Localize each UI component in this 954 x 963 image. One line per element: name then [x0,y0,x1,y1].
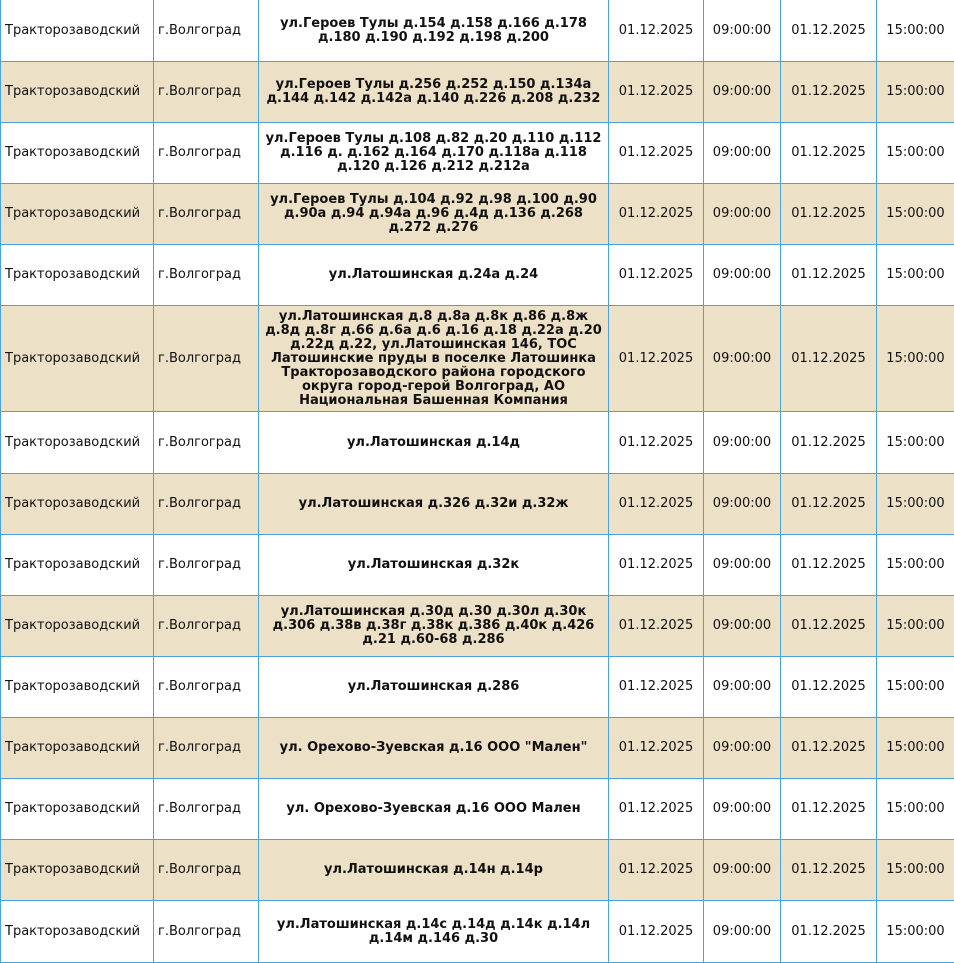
address-cell: ул.Латошинская д.24а д.24 [259,245,609,306]
city-cell: г.Волгоград [154,0,259,62]
address-cell: ул.Латошинская д.14д [259,412,609,474]
table-row [1,657,954,718]
start-time-cell: 09:00:00 [704,596,781,657]
start-time-cell: 09:00:00 [704,657,781,718]
end-date-cell: 01.12.2025 [781,596,877,657]
district-cell: Тракторозаводский [1,474,154,535]
start-time-cell: 09:00:00 [704,412,781,474]
end-time-cell: 15:00:00 [877,596,954,657]
end-date-cell: 01.12.2025 [781,245,877,306]
district-cell: Тракторозаводский [1,840,154,901]
end-time-cell: 15:00:00 [877,779,954,840]
city-cell: г.Волгоград [154,62,259,123]
end-date-cell: 01.12.2025 [781,306,877,412]
district-cell: Тракторозаводский [1,412,154,474]
end-date-cell: 01.12.2025 [781,779,877,840]
address-cell: ул.Латошинская д.326 д.32и д.32ж [259,474,609,535]
start-date-cell: 01.12.2025 [609,123,704,184]
district-cell: Тракторозаводский [1,184,154,245]
start-time-cell: 09:00:00 [704,62,781,123]
address-cell: ул.Героев Тулы д.108 д.82 д.20 д.110 д.112 д.116 д. д.162 д.164 д.170 д.118а д.118 д.120 д.126 д.212 д.212а [259,123,609,184]
address-cell: ул.Героев Тулы д.154 д.158 д.166 д.178 д.180 д.190 д.192 д.198 д.200 [259,0,609,62]
end-time-cell: 15:00:00 [877,123,954,184]
end-time-cell: 15:00:00 [877,901,954,963]
start-time-cell: 09:00:00 [704,474,781,535]
address-cell: ул.Латошинская д.14с д.14д д.14к д.14л д.14м д.146 д.30 [259,901,609,963]
address-cell: ул. Орехово-Зуевская д.16 ООО "Мален" [259,718,609,779]
start-date-cell: 01.12.2025 [609,412,704,474]
district-cell: Тракторозаводский [1,306,154,412]
end-time-cell: 15:00:00 [877,62,954,123]
end-time-cell: 15:00:00 [877,245,954,306]
table-row [1,901,954,963]
city-cell: г.Волгоград [154,718,259,779]
city-cell: г.Волгоград [154,901,259,963]
end-time-cell: 15:00:00 [877,412,954,474]
city-cell: г.Волгоград [154,184,259,245]
district-cell: Тракторозаводский [1,901,154,963]
table-row [1,123,954,184]
end-date-cell: 01.12.2025 [781,184,877,245]
table-row [1,474,954,535]
end-time-cell: 15:00:00 [877,535,954,596]
city-cell: г.Волгоград [154,245,259,306]
table-row [1,596,954,657]
district-cell: Тракторозаводский [1,123,154,184]
end-time-cell: 15:00:00 [877,184,954,245]
end-date-cell: 01.12.2025 [781,123,877,184]
start-time-cell: 09:00:00 [704,123,781,184]
end-time-cell: 15:00:00 [877,840,954,901]
table-row [1,245,954,306]
address-cell: ул.Латошинская д.32к [259,535,609,596]
start-date-cell: 01.12.2025 [609,535,704,596]
end-date-cell: 01.12.2025 [781,62,877,123]
city-cell: г.Волгоград [154,412,259,474]
district-cell: Тракторозаводский [1,62,154,123]
address-cell: ул.Латошинская д.286 [259,657,609,718]
table-row [1,184,954,245]
start-time-cell: 09:00:00 [704,840,781,901]
end-date-cell: 01.12.2025 [781,535,877,596]
end-date-cell: 01.12.2025 [781,718,877,779]
start-date-cell: 01.12.2025 [609,657,704,718]
end-time-cell: 15:00:00 [877,657,954,718]
start-time-cell: 09:00:00 [704,184,781,245]
start-date-cell: 01.12.2025 [609,245,704,306]
table-row [1,306,954,412]
end-time-cell: 15:00:00 [877,306,954,412]
end-date-cell: 01.12.2025 [781,474,877,535]
table-row [1,0,954,62]
start-date-cell: 01.12.2025 [609,62,704,123]
end-date-cell: 01.12.2025 [781,412,877,474]
city-cell: г.Волгоград [154,306,259,412]
end-time-cell: 15:00:00 [877,718,954,779]
district-cell: Тракторозаводский [1,535,154,596]
city-cell: г.Волгоград [154,535,259,596]
table-body [1,0,954,963]
city-cell: г.Волгоград [154,474,259,535]
start-date-cell: 01.12.2025 [609,0,704,62]
start-date-cell: 01.12.2025 [609,840,704,901]
table-row [1,718,954,779]
city-cell: г.Волгоград [154,596,259,657]
city-cell: г.Волгоград [154,840,259,901]
start-date-cell: 01.12.2025 [609,718,704,779]
start-time-cell: 09:00:00 [704,0,781,62]
district-cell: Тракторозаводский [1,718,154,779]
start-date-cell: 01.12.2025 [609,306,704,412]
start-time-cell: 09:00:00 [704,245,781,306]
end-time-cell: 15:00:00 [877,0,954,62]
city-cell: г.Волгоград [154,779,259,840]
start-date-cell: 01.12.2025 [609,184,704,245]
start-date-cell: 01.12.2025 [609,901,704,963]
start-time-cell: 09:00:00 [704,306,781,412]
district-cell: Тракторозаводский [1,0,154,62]
start-time-cell: 09:00:00 [704,779,781,840]
table-row [1,535,954,596]
start-date-cell: 01.12.2025 [609,596,704,657]
address-cell: ул.Латошинская д.8 д.8а д.8к д.86 д.8ж д.8д д.8г д.66 д.6а д.6 д.16 д.18 д.22а д.20 д.22д д.22, ул.Латошинская 146, ТОС Латошинские пруды в поселке Латошинка Тракторозаводского района городского округа город-герой Волгоград, АО Национальная Башенная Компания [259,306,609,412]
table-row [1,779,954,840]
address-cell: ул.Латошинская д.30д д.30 д.30л д.30к д.306 д.38в д.38г д.38к д.386 д.40к д.426 д.21 д.60-68 д.286 [259,596,609,657]
address-cell: ул.Героев Тулы д.256 д.252 д.150 д.134а д.144 д.142 д.142а д.140 д.226 д.208 д.232 [259,62,609,123]
city-cell: г.Волгоград [154,123,259,184]
start-time-cell: 09:00:00 [704,718,781,779]
table-row [1,412,954,474]
district-cell: Тракторозаводский [1,779,154,840]
city-cell: г.Волгоград [154,657,259,718]
end-date-cell: 01.12.2025 [781,657,877,718]
district-cell: Тракторозаводский [1,596,154,657]
start-date-cell: 01.12.2025 [609,779,704,840]
start-time-cell: 09:00:00 [704,901,781,963]
end-date-cell: 01.12.2025 [781,0,877,62]
start-time-cell: 09:00:00 [704,535,781,596]
district-cell: Тракторозаводский [1,245,154,306]
district-cell: Тракторозаводский [1,657,154,718]
table-row [1,840,954,901]
table-row [1,62,954,123]
end-date-cell: 01.12.2025 [781,901,877,963]
address-cell: ул.Латошинская д.14н д.14р [259,840,609,901]
start-date-cell: 01.12.2025 [609,474,704,535]
address-cell: ул. Орехово-Зуевская д.16 ООО Мален [259,779,609,840]
address-cell: ул.Героев Тулы д.104 д.92 д.98 д.100 д.90 д.90а д.94 д.94а д.96 д.4д д.136 д.268 д.272 д.276 [259,184,609,245]
end-time-cell: 15:00:00 [877,474,954,535]
end-date-cell: 01.12.2025 [781,840,877,901]
